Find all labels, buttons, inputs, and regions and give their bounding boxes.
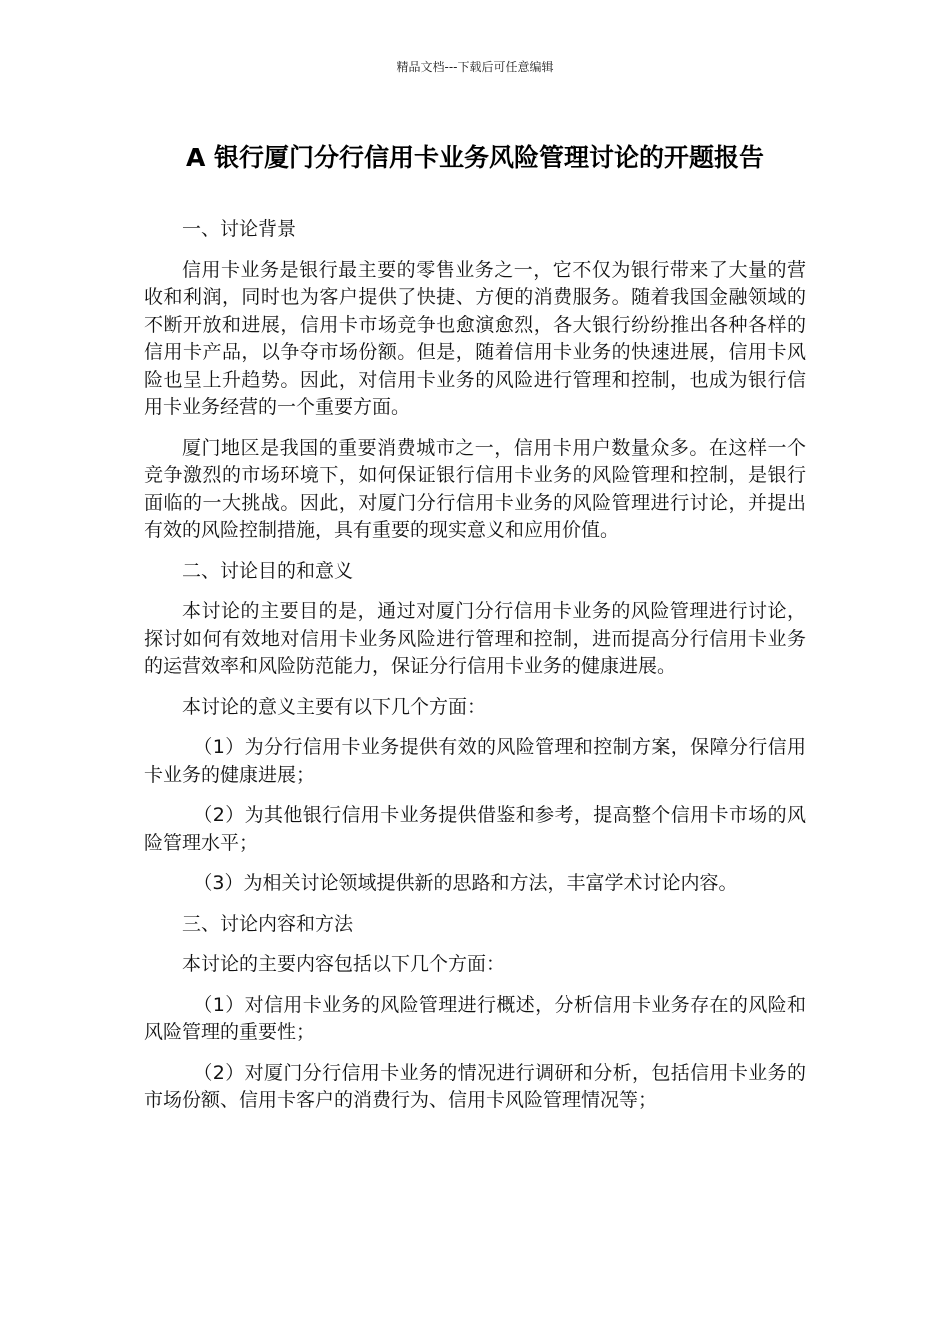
paragraph: 本讨论的主要目的是，通过对厦门分行信用卡业务的风险管理进行讨论，探讨如何有效地对信用卡业务风险进行管理和控制，进而提高分行信用卡业务的运营效率和风险防范能力，保证分行信用卡业务的健康进展。 (144, 600, 806, 677)
paragraph: 本讨论的意义主要有以下几个方面： (182, 695, 487, 718)
list-item: （2）对厦门分行信用卡业务的情况进行调研和分析，包括信用卡业务的市场份额、信用卡客户的消费行为、信用卡风险管理情况等； (144, 1061, 806, 1111)
paragraph: 信用卡业务是银行最主要的零售业务之一，它不仅为银行带来了大量的营收和利润，同时也为客户提供了快捷、方便的消费服务。随着我国金融领域的不断开放和进展，信用卡市场竞争也愈演愈烈，各大银行纷纷推出各种各样的信用卡产品，以争夺市场份额。但是，随着信用卡业务的快速进展，信用卡风险也呈上升趋势。因此，对信用卡业务的风险进行管理和控制，也成为银行信用卡业务经营的一个重要方面。 (144, 258, 806, 418)
section-heading-background: 一、讨论背景 (182, 218, 297, 240)
section-heading-content-methods: 三、讨论内容和方法 (182, 912, 354, 935)
list-item: （2）为其他银行信用卡业务提供借鉴和参考，提高整个信用卡市场的风险管理水平； (144, 804, 806, 854)
list-item: （3）为相关讨论领域提供新的思路和方法，丰富学术讨论内容。 (193, 872, 738, 894)
page-header: 精品文档---下载后可任意编辑 (396, 60, 554, 74)
list-item: （1）对信用卡业务的风险管理进行概述，分析信用卡业务存在的风险和风险管理的重要性； (144, 993, 806, 1043)
paragraph: 厦门地区是我国的重要消费城市之一，信用卡用户数量众多。在这样一个竞争激烈的市场环境下，如何保证银行信用卡业务的风险管理和控制，是银行面临的一大挑战。因此，对厦门分行信用卡业务的风险管理进行讨论，并提出有效的风险控制措施，具有重要的现实意义和应用价值。 (144, 436, 806, 541)
section-heading-purpose: 二、讨论目的和意义 (182, 559, 354, 582)
paragraph: 本讨论的主要内容包括以下几个方面： (182, 953, 506, 975)
list-item: （1）为分行信用卡业务提供有效的风险管理和控制方案，保障分行信用卡业务的健康进展； (144, 736, 806, 786)
document-title: A 银行厦门分行信用卡业务风险管理讨论的开题报告 (185, 143, 765, 172)
document-body (144, 216, 806, 1128)
